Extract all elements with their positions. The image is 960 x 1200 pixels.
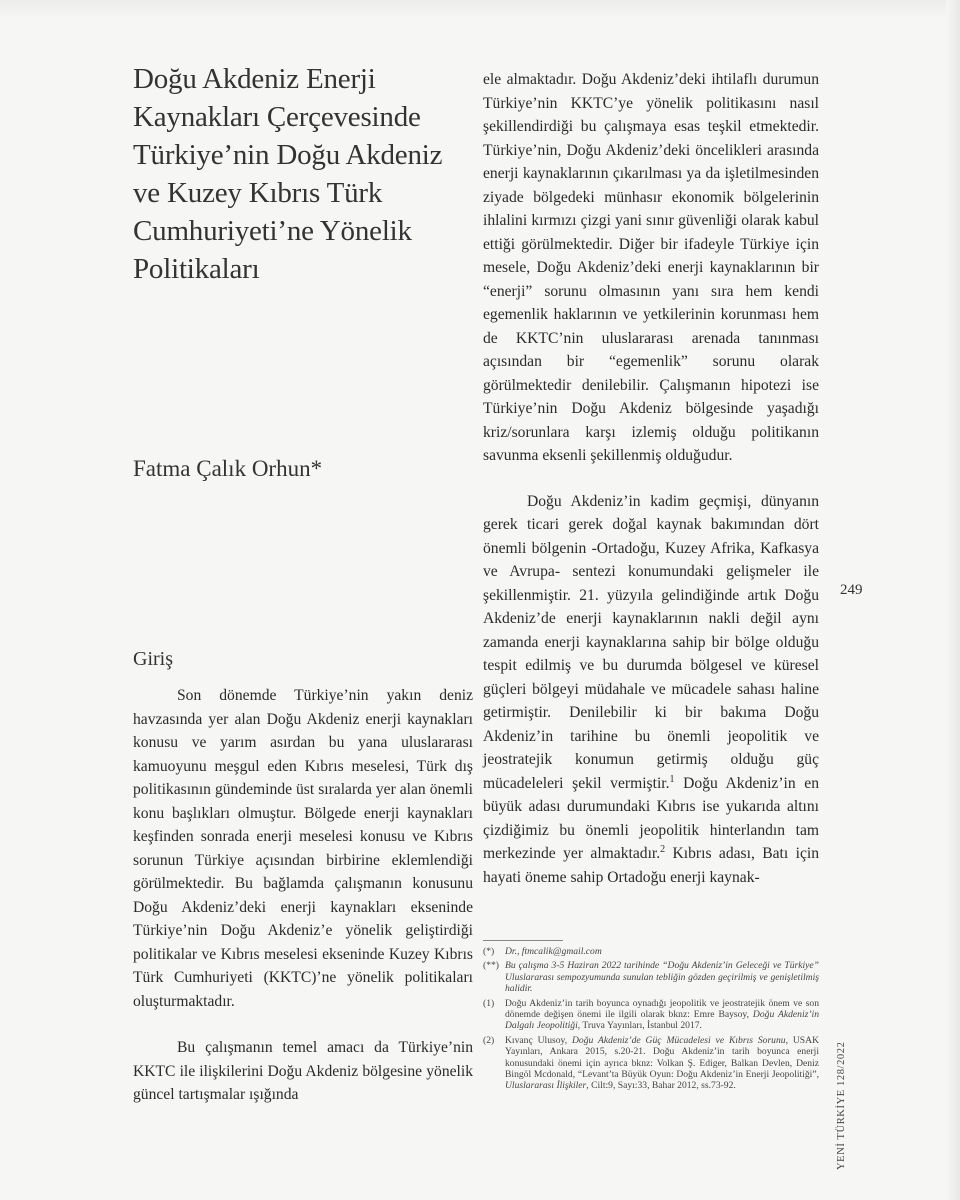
- page-top-edge: [0, 0, 960, 18]
- author-name: Fatma Çalık Orhun*: [133, 456, 323, 481]
- paragraph-text: Doğu Akdeniz’in kadim geçmişi, dünyanın gerek ticari gerek doğal kaynak bakımından dört önemli bölgenin -Ortadoğu, Kuzey Afrika, Kafkasya ve Avrupa- sentezi konumundaki gelişmeler ile şekillenmiştir. 21. yüzyıla gelindiğinde artık Doğu Akdeniz’de enerji kaynaklarının nakli değil aynı zamanda enerji kaynaklarına sahip bir bölge olduğu tespit edilmiş ve bu durumda bölgesel ve küresel güçleri bölgeyi müdahale ve mücadele sahası haline getirmiştir. Denilebilir ki bir bakıma Doğu Akdeniz’in tarihine bu önemli jeopolitik ve jeostratejik konumun getirmiş olduğu güç mücadeleleri şekil vermiştir.: [483, 492, 819, 792]
- footnote-text-part: Bu çalışma 3-5 Haziran 2022 tarihinde “Doğu Akdeniz’in Geleceği ve Türkiye” Uluslararası sempozyumunda sunulan tebliğin gözden geçirilmiş ve genişletilmiş halidir.: [505, 960, 819, 995]
- page-number: 249: [840, 582, 863, 598]
- footnote-text: [505, 1035, 819, 1092]
- footnote-text-part: , Truva Yayınları, İstanbul 2017.: [577, 1020, 702, 1032]
- footnote-item: [483, 1035, 819, 1092]
- journal-running-label: YENİ TÜRKİYE 128/2022: [836, 1041, 847, 1170]
- footnote-text: [505, 946, 819, 957]
- title-line: Doğu Akdeniz Enerji: [133, 63, 376, 95]
- footnote-text-part: Dr., ftmcalik@gmail.com: [505, 946, 602, 957]
- title-line: Politikaları: [133, 253, 260, 285]
- article-title: [133, 60, 473, 288]
- paragraph-text: Doğu Akdeniz’in en büyük adası durumundaki Kıbrıs ise yukarıda altını çizdiğimiz bu önemli jeopolitik hinterlandın tam merkezinde yer almaktadır.: [483, 774, 820, 862]
- paragraph-text: Kıbrıs adası, Batı için hayati öneme sahip Ortadoğu enerji kaynak-: [483, 845, 819, 886]
- right-column-body: [483, 68, 819, 889]
- right-paragraph-1: ele almaktadır. Doğu Akdeniz’deki ihtilaflı durumun Türkiye’nin KKTC’ye yönelik politikasını nasıl şekillendirdiği bu çalışmaya esas teşkil etmektedir. Türkiye’nin, Doğu Akdeniz’deki öncelikleri arasında enerji kaynaklarının çıkarılması ya da işletilmesinden ziyade bölgedeki münhasır ekonomik bölgelerinin ihlalini kırmızı çizgi yani sınır güvenliği olarak kabul ettiği görülmektedir. Diğer bir ifadeyle Türkiye için mesele, Doğu Akdeniz’deki enerji kaynaklarının bir “enerji” sorunu olmasının yanı sıra hem kendi egemenlik haklarının ve yetkilerinin korunması hem de KKTC’nin uluslararası arenada tanınması açısından bir “egemenlik” sorunu olarak görülmektedir denilebilir. Çalışmanın hipotezi ise Türkiye’nin Doğu Akdeniz bölgesinde yaşadığı kriz/sorunlara karşı izlemiş olduğu politikanın savunma eksenli şekillenmiş olduğudur.: [483, 71, 819, 464]
- footnote-mark: (1): [483, 997, 495, 1009]
- footnote-text: [505, 998, 819, 1032]
- footnote-text-part: Doğu Akdeniz’in Dalgalı Jeopolitiği: [505, 1009, 819, 1032]
- footnote-text-part: , USAK Yayınları, Ankara 2015, s.20-21. Doğu Akdeniz’in tarih boyunca enerji konusundaki önemi için ayrıca bknz: Volkan Ş. Ediger, Balkan Devlen, Deniz Bingöl Mcdonald, “Levant’ta Büyük Oyun: Doğu Akdeniz’in Enerji Jeopolitiği”,: [505, 1034, 819, 1081]
- title-line: Türkiye’nin Doğu Akdeniz: [133, 139, 443, 171]
- footnote-text-part: Doğu Akdeniz’de Güç Mücadelesi ve Kıbrıs Sorunu: [572, 1034, 786, 1046]
- footnotes: [483, 946, 819, 1095]
- footnote-mark: (*): [483, 946, 495, 957]
- footnote-text-part: Doğu Akdeniz’in tarih boyunca oynadığı jeopolitik ve jeostratejik önem ve son dönemde değişen önemi ile ilgili olarak bknz: Emre Baysoy,: [505, 997, 819, 1021]
- title-block: [133, 60, 473, 288]
- section-heading: Giriş: [133, 648, 173, 670]
- footnote-item: [483, 960, 819, 994]
- footnote-ref-1[interactable]: 1: [669, 773, 675, 785]
- footnote-item: [483, 946, 819, 957]
- footnote-text-part: , Cilt:9, Sayı:33, Bahar 2012, ss.73-92.: [586, 1080, 736, 1092]
- footnote-item: [483, 998, 819, 1032]
- right-paragraph-2: [483, 490, 819, 890]
- title-line: Cumhuriyeti’ne Yönelik: [133, 215, 412, 247]
- footnote-divider: [483, 940, 563, 941]
- left-paragraph-1: Son dönemde Türkiye’nin yakın deniz havzasında yer alan Doğu Akdeniz enerji kaynakları konusu ve yarım asırdan bu yana uluslararası kamuoyunu meşgul eden Kıbrıs meselesi, Türk dış politikasının gündeminde üst sıralarda yer alan önemli konu başlıkları olmuştur. Bölgede enerji kaynakları keşfinden sonrada enerji meselesi konusu ve Kıbrıs sorunun Türkiye açısından birbirine eklemlendiği görülmektedir. Bu bağlamda çalışmanın konusunu Doğu Akdeniz’deki enerji kaynakları ekseninde Türkiye’nin Doğu Akdeniz’e yönelik geliştirdiği politikalar ve Kıbrıs meselesi ekseninde Kuzey Kıbrıs Türk Cumhuriyeti (KKTC)’ne yönelik politikaları oluşturmaktadır.: [133, 687, 473, 1010]
- footnote-text-part: Kıvanç Ulusoy,: [505, 1034, 572, 1046]
- page-right-shadow: [946, 0, 960, 1200]
- footnote-text-part: Uluslararası İlişkiler: [505, 1080, 587, 1092]
- title-line: ve Kuzey Kıbrıs Türk: [133, 177, 383, 209]
- footnote-mark: (2): [483, 1034, 495, 1046]
- left-column-body: [133, 684, 473, 1107]
- footnote-mark: (**): [483, 960, 499, 972]
- left-paragraph-2: Bu çalışmanın temel amacı da Türkiye’nin KKTC ile ilişkilerini Doğu Akdeniz bölgesine yönelik güncel tartışmalar ışığında: [133, 1039, 473, 1103]
- footnote-ref-2[interactable]: 2: [660, 843, 666, 855]
- footnote-text: [505, 960, 819, 994]
- title-line: Kaynakları Çerçevesinde: [133, 101, 421, 133]
